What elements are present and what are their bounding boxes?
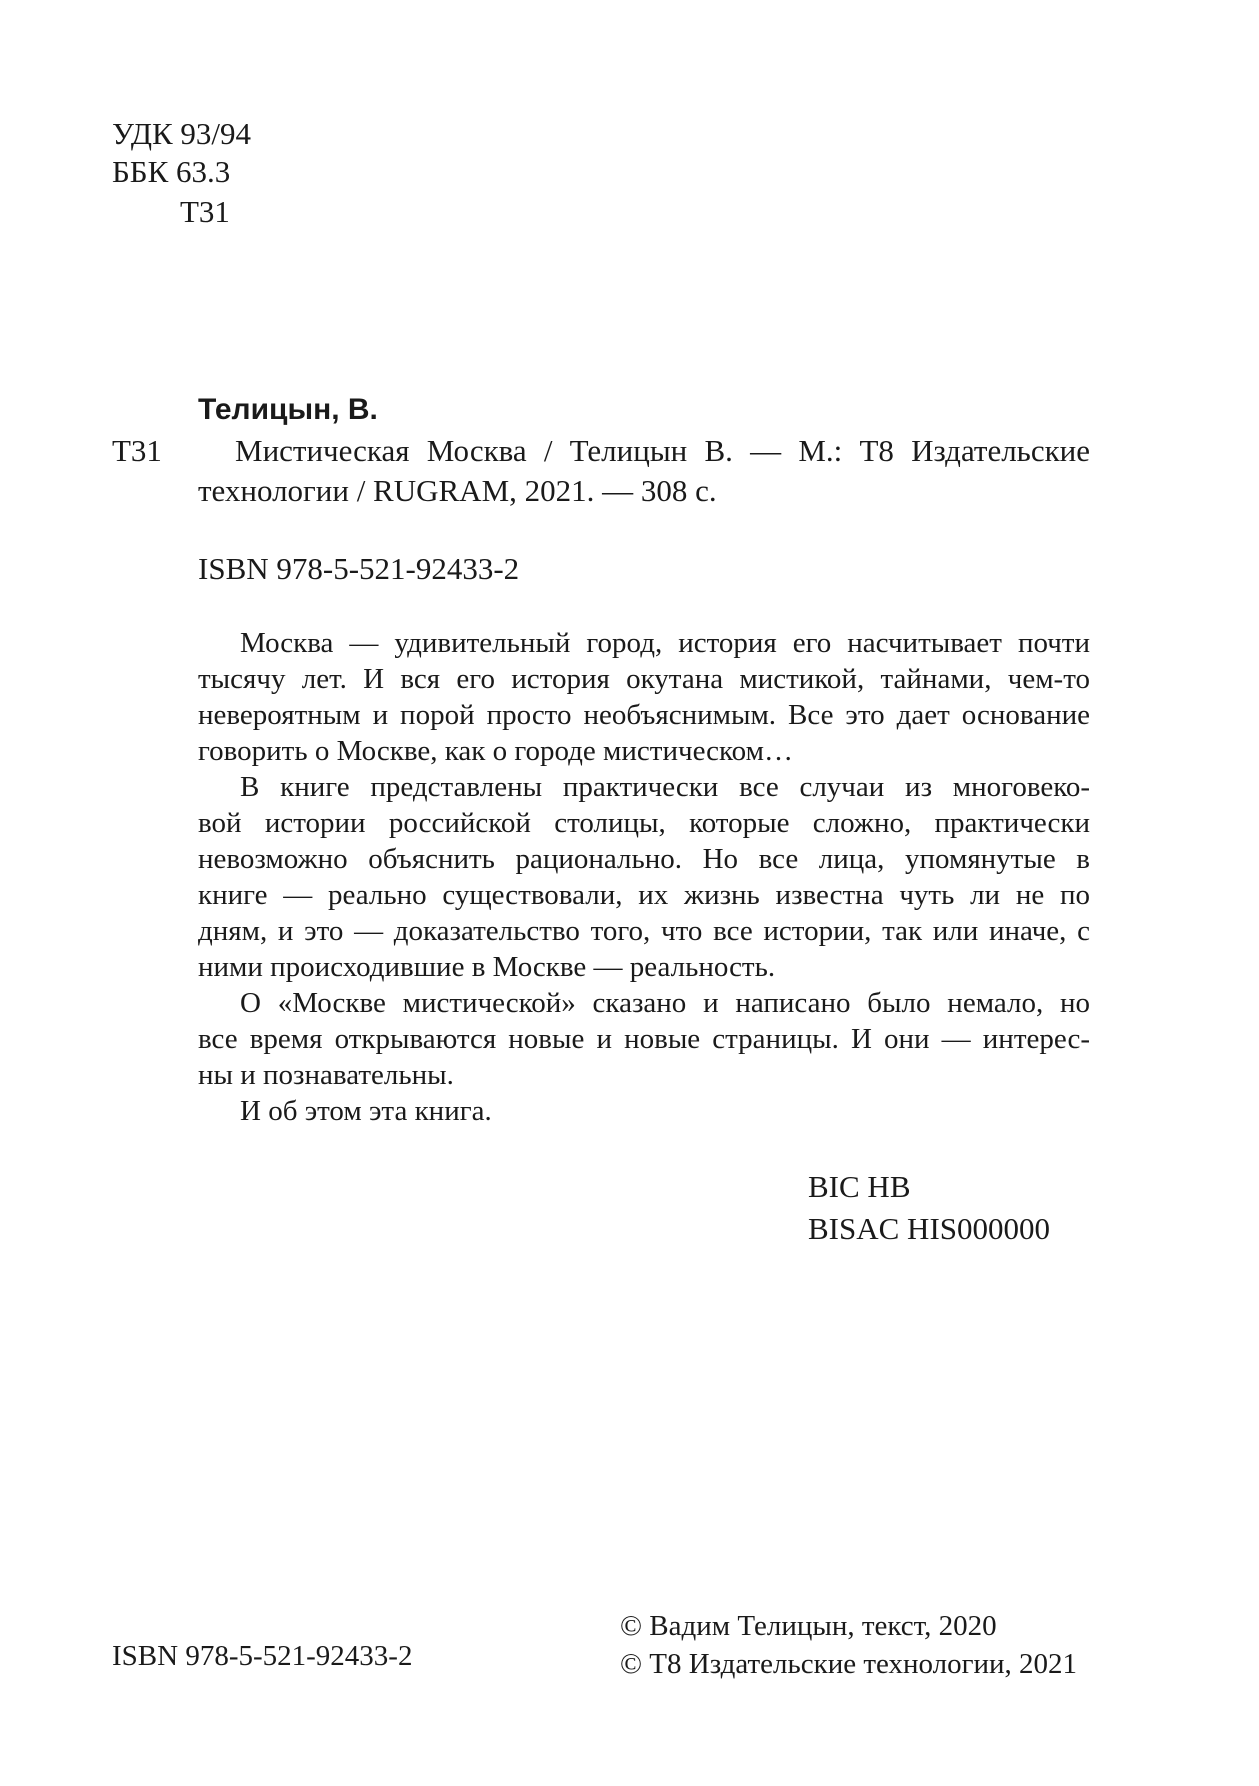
isbn-entry: ISBN 978-5-521-92433-2: [198, 551, 520, 586]
udk-code: УДК 93/94: [112, 116, 252, 151]
bbk-code: ББК 63.3: [112, 154, 231, 189]
annotation-line: книге — реально существовали, их жизнь известна чуть ли не по: [198, 879, 1090, 911]
annotation-line: тысячу лет. И вся его история окутана мистикой, тайнами, чем-то: [198, 663, 1090, 695]
annotation-line: Москва — удивительный город, история его насчитывает почти: [240, 627, 1090, 659]
author-heading: Телицын, В.: [198, 393, 378, 426]
author-mark: Т31: [180, 194, 230, 229]
annotation-line: говорить о Москве, как о городе мистическом…: [198, 735, 793, 767]
annotation: [198, 625, 1090, 1129]
entry-author-mark: Т31: [112, 433, 162, 468]
annotation-paragraph: [198, 985, 1090, 1093]
annotation-line: вой истории российской столицы, которые сложно, практически: [198, 807, 1090, 839]
annotation-line: О «Москве мистической» сказано и написано было немало, но: [240, 987, 1090, 1019]
annotation-paragraph: [198, 769, 1090, 985]
subject-codes: [808, 1166, 1050, 1250]
annotation-paragraph: [198, 625, 1090, 769]
copyright-text: © Вадим Телицын, текст, 2020: [620, 1610, 997, 1642]
annotation-line: В книге представлены практически все случаи из многовеко-: [240, 771, 1090, 803]
annotation-line: И об этом эта книга.: [240, 1095, 492, 1127]
bibliographic-description: [198, 431, 1090, 511]
annotation-line: дням, и это — доказательство того, что все истории, так или иначе, с: [198, 915, 1090, 947]
annotation-paragraph: [198, 1093, 1090, 1129]
annotation-line: все время открываются новые и новые страницы. И они — интерес-: [198, 1023, 1090, 1055]
isbn-footer: ISBN 978-5-521-92433-2: [112, 1640, 413, 1672]
biblio-line: технологии / RUGRAM, 2021. — 308 с.: [198, 473, 717, 508]
copyright-block: [620, 1607, 1077, 1683]
copyright-publisher: © Т8 Издательские технологии, 2021: [620, 1648, 1078, 1680]
annotation-line: невозможно объяснить рационально. Но все лица, упомянутые в: [198, 843, 1090, 875]
annotation-line: ними происходившие в Москве — реальность.: [198, 951, 776, 983]
bisac-code: BISAC HIS000000: [808, 1211, 1051, 1246]
annotation-line: невероятным и порой просто необъяснимым. Все это дает основание: [198, 699, 1090, 731]
annotation-line: ны и познавательны.: [198, 1059, 454, 1091]
biblio-line: Мистическая Москва / Телицын В. — М.: Т8 Издательские: [235, 433, 1090, 468]
bic-code: BIC HB: [808, 1169, 911, 1204]
